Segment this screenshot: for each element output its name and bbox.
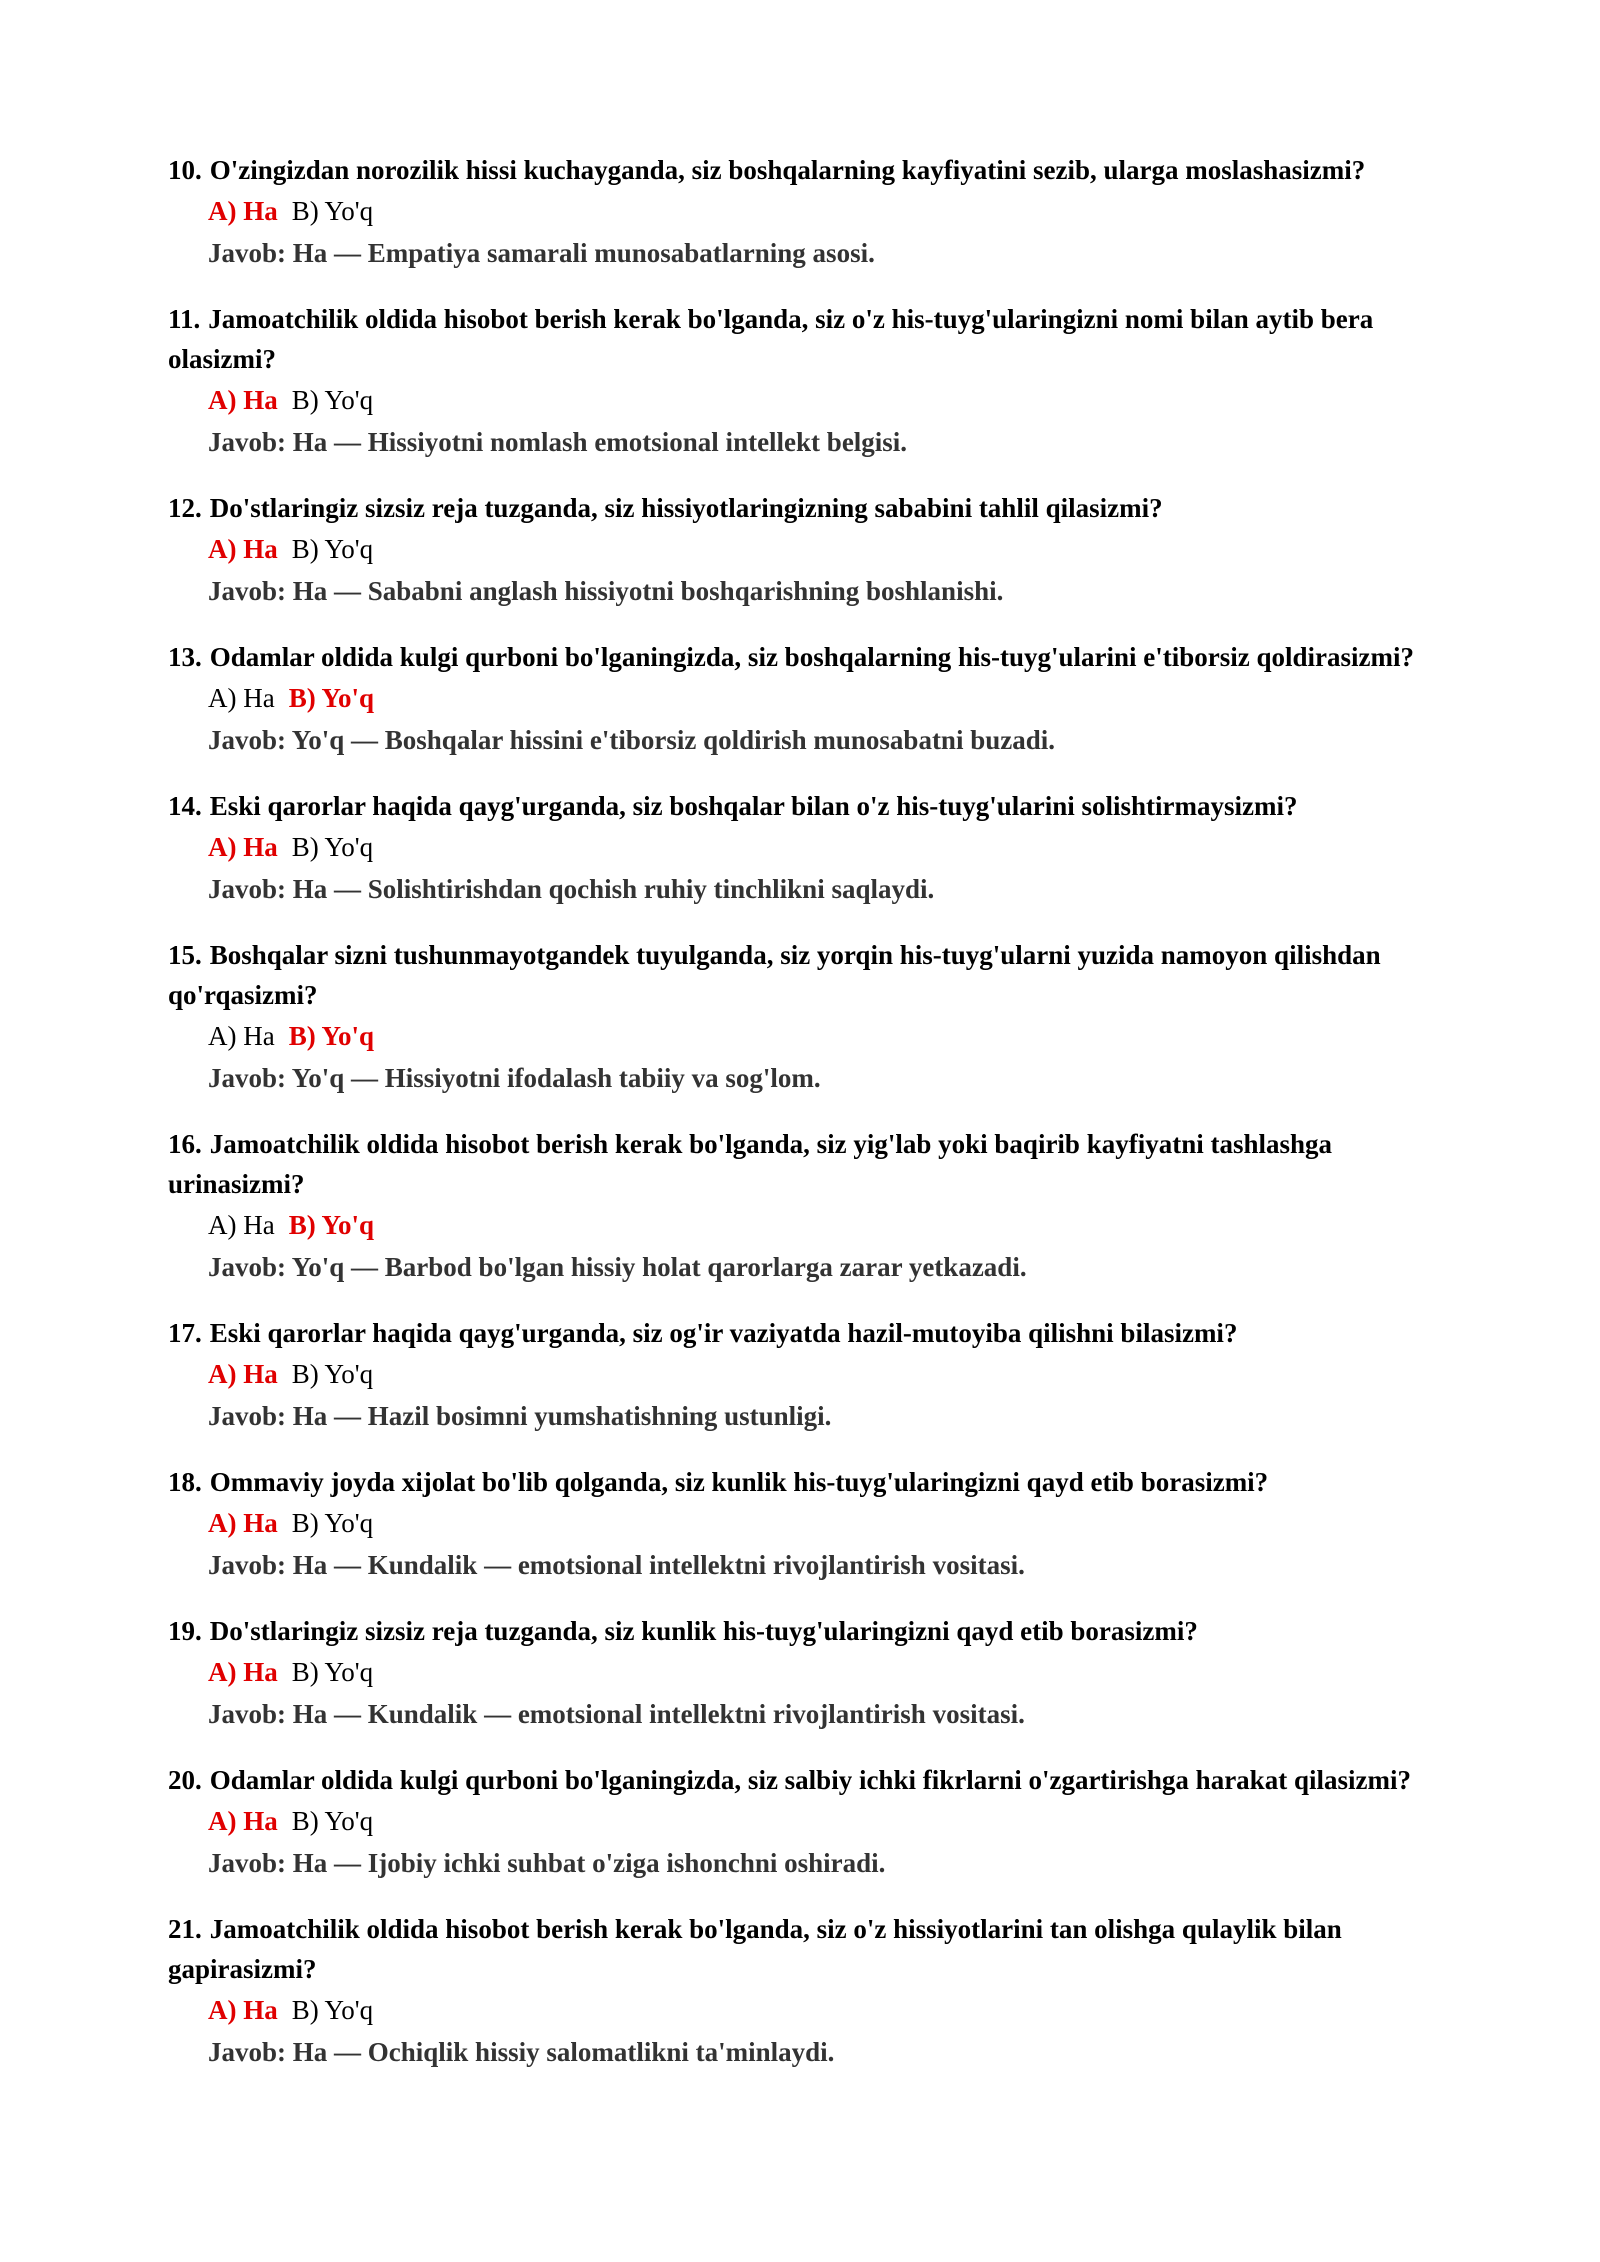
question-body: Eski qarorlar haqida qayg'urganda, siz boshqalar bilan o'z his-tuyg'ularini solishtirmaysizmi?	[209, 791, 1298, 821]
question-text	[168, 1611, 1440, 1651]
answer-explanation: Javob: Ha — Hissiyotni nomlash emotsional intellekt belgisi.	[208, 427, 908, 457]
question-body: Boshqalar sizni tushunmayotgandek tuyulganda, siz yorqin his-tuyg'ularni yuzida namoyon qilishdan qo'rqasizmi?	[168, 940, 1381, 1010]
question-text	[168, 150, 1440, 190]
question-number: 11.	[168, 304, 201, 334]
question-block	[168, 786, 1440, 910]
question-number: 20.	[168, 1765, 202, 1795]
answer-options	[168, 1015, 1440, 1057]
option-b: B) Yo'q	[291, 1995, 374, 2025]
question-text	[168, 786, 1440, 826]
question-block	[168, 1760, 1440, 1884]
question-number: 14.	[168, 791, 202, 821]
question-block	[168, 150, 1440, 274]
question-number: 21.	[168, 1914, 202, 1944]
option-b: B) Yo'q	[288, 1021, 375, 1051]
answer-options	[168, 1204, 1440, 1246]
answer-explanation: Javob: Ha — Empatiya samarali munosabatlarning asosi.	[208, 238, 875, 268]
answer-explanation: Javob: Yo'q — Barbod bo'lgan hissiy holat qarorlarga zarar yetkazadi.	[208, 1252, 1027, 1282]
answer-explanation: Javob: Ha — Sababni anglash hissiyotni boshqarishning boshlanishi.	[208, 576, 1004, 606]
option-a: A) Ha	[208, 534, 278, 564]
option-b: B) Yo'q	[291, 196, 374, 226]
option-a: A) Ha	[208, 1806, 278, 1836]
question-list	[168, 150, 1440, 2073]
answer-explanation: Javob: Ha — Ochiqlik hissiy salomatlikni ta'minlaydi.	[208, 2037, 835, 2067]
question-text	[168, 637, 1440, 677]
question-number: 15.	[168, 940, 202, 970]
answer-options	[168, 528, 1440, 570]
question-body: O'zingizdan norozilik hissi kuchayganda, siz boshqalarning kayfiyatini sezib, ularga moslashasizmi?	[209, 155, 1366, 185]
option-b: B) Yo'q	[291, 1508, 374, 1538]
option-a: A) Ha	[208, 1508, 278, 1538]
question-body: Jamoatchilik oldida hisobot berish kerak bo'lganda, siz o'z his-tuyg'ularingizni nomi bilan aytib bera olasizmi?	[168, 304, 1374, 374]
option-a: A) Ha	[208, 1021, 275, 1051]
question-number: 19.	[168, 1616, 202, 1646]
answer-options	[168, 1353, 1440, 1395]
option-a: A) Ha	[208, 683, 275, 713]
question-block	[168, 935, 1440, 1099]
question-text	[168, 299, 1440, 379]
answer-options	[168, 1651, 1440, 1693]
question-text	[168, 1313, 1440, 1353]
option-b: B) Yo'q	[288, 683, 375, 713]
question-text	[168, 935, 1440, 1015]
question-body: Jamoatchilik oldida hisobot berish kerak bo'lganda, siz yig'lab yoki baqirib kayfiyatni tashlashga urinasizmi?	[168, 1129, 1333, 1199]
question-block	[168, 1909, 1440, 2073]
answer-explanation: Javob: Yo'q — Boshqalar hissini e'tiborsiz qoldirish munosabatni buzadi.	[208, 725, 1055, 755]
question-block	[168, 488, 1440, 612]
question-block	[168, 1313, 1440, 1437]
option-b: B) Yo'q	[291, 385, 374, 415]
option-b: B) Yo'q	[291, 832, 374, 862]
question-number: 16.	[168, 1129, 202, 1159]
answer-explanation: Javob: Ha — Kundalik — emotsional intellektni rivojlantirish vositasi.	[208, 1699, 1025, 1729]
answer-explanation: Javob: Ha — Ijobiy ichki suhbat o'ziga ishonchni oshiradi.	[208, 1848, 886, 1878]
answer-options	[168, 190, 1440, 232]
question-block	[168, 1611, 1440, 1735]
question-number: 12.	[168, 493, 202, 523]
answer-options	[168, 379, 1440, 421]
option-b: B) Yo'q	[288, 1210, 375, 1240]
option-b: B) Yo'q	[291, 1359, 374, 1389]
question-text	[168, 1124, 1440, 1204]
question-body: Odamlar oldida kulgi qurboni bo'lganingizda, siz salbiy ichki fikrlarni o'zgartirishga harakat qilasizmi?	[209, 1765, 1411, 1795]
question-block	[168, 1124, 1440, 1288]
option-a: A) Ha	[208, 1995, 278, 2025]
answer-options	[168, 1989, 1440, 2031]
question-number: 17.	[168, 1318, 202, 1348]
question-number: 18.	[168, 1467, 202, 1497]
answer-explanation: Javob: Ha — Kundalik — emotsional intellektni rivojlantirish vositasi.	[208, 1550, 1025, 1580]
question-block	[168, 299, 1440, 463]
question-body: Jamoatchilik oldida hisobot berish kerak bo'lganda, siz o'z hissiyotlarini tan olishga qulaylik bilan gapirasizmi?	[168, 1914, 1342, 1984]
question-body: Do'stlaringiz sizsiz reja tuzganda, siz kunlik his-tuyg'ularingizni qayd etib borasizmi?	[209, 1616, 1198, 1646]
question-body: Ommaviy joyda xijolat bo'lib qolganda, siz kunlik his-tuyg'ularingizni qayd etib borasizmi?	[209, 1467, 1269, 1497]
option-b: B) Yo'q	[291, 1657, 374, 1687]
option-a: A) Ha	[208, 1210, 275, 1240]
answer-options	[168, 677, 1440, 719]
question-body: Eski qarorlar haqida qayg'urganda, siz og'ir vaziyatda hazil-mutoyiba qilishni bilasizmi?	[209, 1318, 1238, 1348]
question-body: Odamlar oldida kulgi qurboni bo'lganingizda, siz boshqalarning his-tuyg'ularini e'tiborsiz qoldirasizmi?	[209, 642, 1415, 672]
answer-explanation: Javob: Ha — Hazil bosimni yumshatishning ustunligi.	[208, 1401, 832, 1431]
answer-options	[168, 1800, 1440, 1842]
option-b: B) Yo'q	[291, 534, 374, 564]
answer-explanation: Javob: Yo'q — Hissiyotni ifodalash tabiiy va sog'lom.	[208, 1063, 821, 1093]
question-text	[168, 1760, 1440, 1800]
question-text	[168, 488, 1440, 528]
answer-options	[168, 1502, 1440, 1544]
option-a: A) Ha	[208, 1657, 278, 1687]
question-text	[168, 1909, 1440, 1989]
question-body: Do'stlaringiz sizsiz reja tuzganda, siz hissiyotlaringizning sababini tahlil qilasizmi?	[209, 493, 1163, 523]
option-b: B) Yo'q	[291, 1806, 374, 1836]
option-a: A) Ha	[208, 832, 278, 862]
answer-explanation: Javob: Ha — Solishtirishdan qochish ruhiy tinchlikni saqlaydi.	[208, 874, 935, 904]
question-number: 13.	[168, 642, 202, 672]
question-block	[168, 637, 1440, 761]
answer-options	[168, 826, 1440, 868]
question-text	[168, 1462, 1440, 1502]
question-block	[168, 1462, 1440, 1586]
question-number: 10.	[168, 155, 202, 185]
option-a: A) Ha	[208, 1359, 278, 1389]
option-a: A) Ha	[208, 196, 278, 226]
option-a: A) Ha	[208, 385, 278, 415]
